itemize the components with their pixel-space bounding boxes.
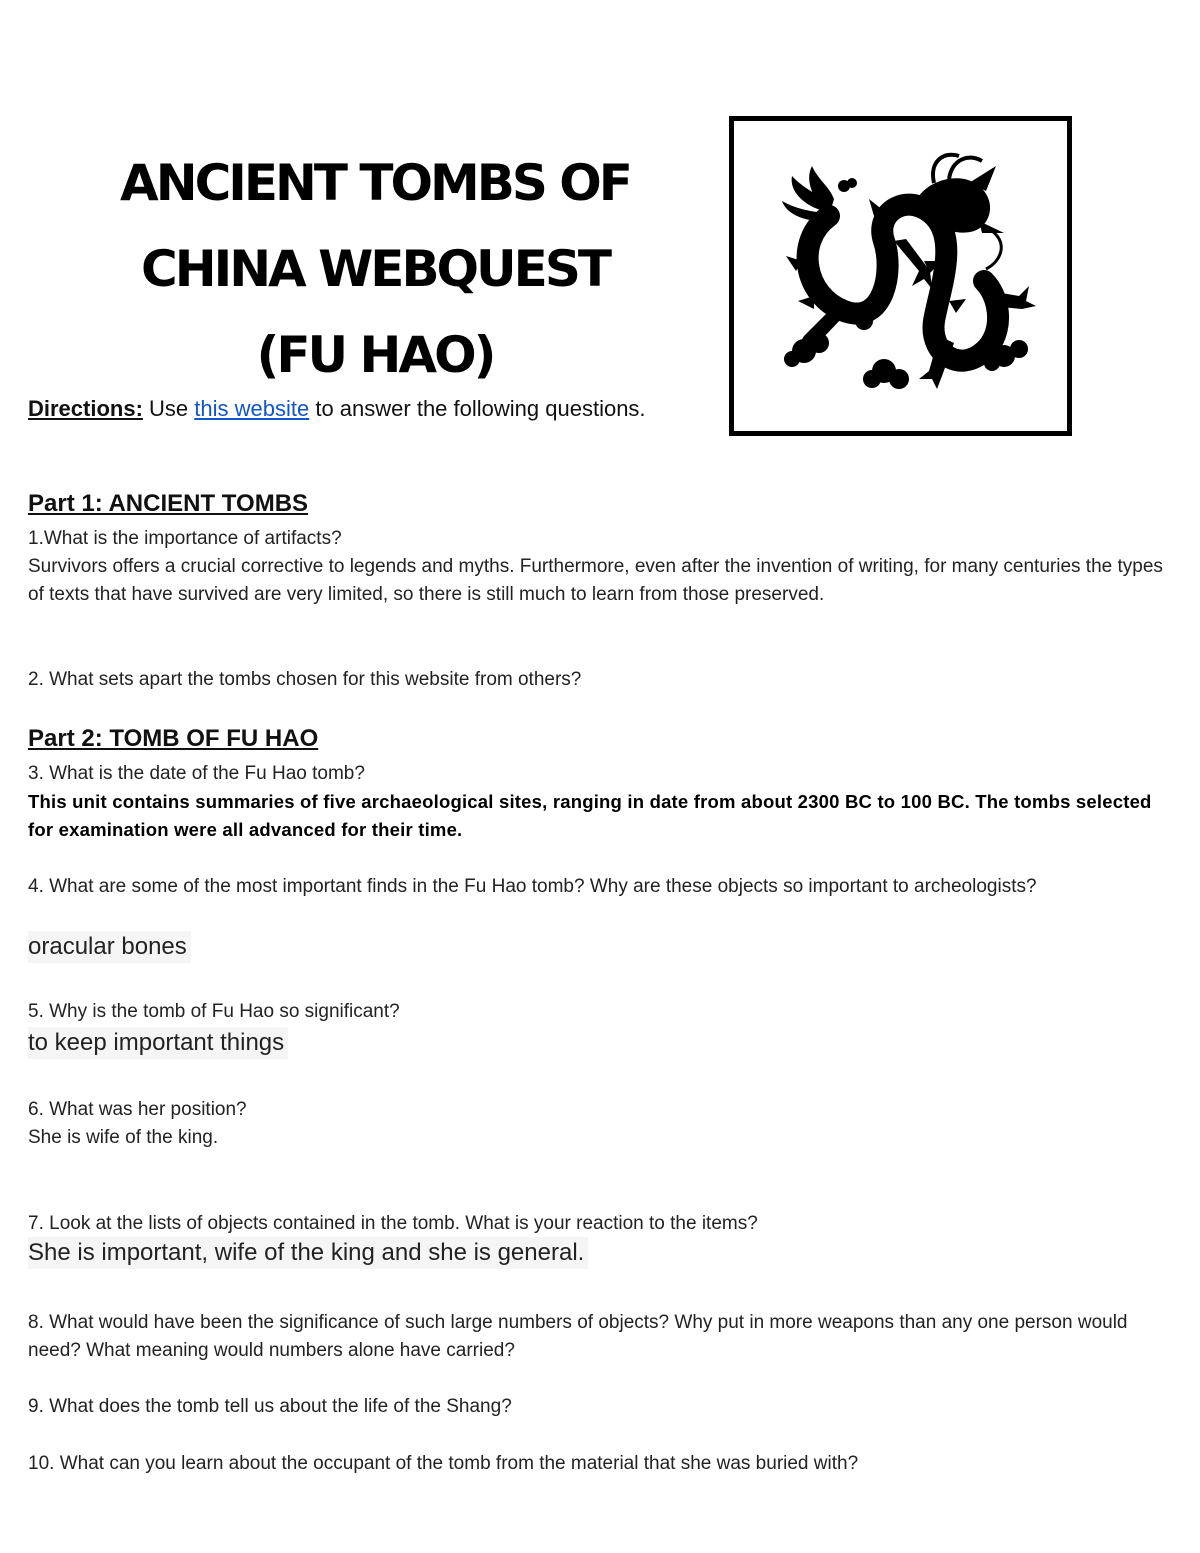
directions (28, 392, 668, 425)
answer-4: oracular bones (28, 931, 191, 963)
question-3: 3. What is the date of the Fu Hao tomb? (28, 763, 365, 784)
question-10: 10. What can you learn about the occupant of the tomb from the material that she was buried with? (28, 1453, 859, 1474)
title-line-1: ANCIENT TOMBS OF (120, 154, 630, 212)
directions-text-before: Use (142, 396, 195, 421)
question-8: 8. What would have been the significance of such large numbers of objects? Why put in more weapons than any one person would need? What meaning would numbers alone have carried? (28, 1312, 1128, 1361)
part-1-heading: Part 1: ANCIENT TOMBS (28, 490, 309, 517)
part-2-heading: Part 2: TOMB OF FU HAO (28, 725, 319, 752)
website-link[interactable]: this website (194, 396, 310, 421)
question-9: 9. What does the tomb tell us about the life of the Shang? (28, 1396, 512, 1417)
directions-text-after: to answer the following questions. (309, 396, 646, 421)
answer-1: Survivors offers a crucial corrective to legends and myths. Furthermore, even after the invention of writing, for many centuries the types of texts that have survived are very limited, so there is still much to learn from those preserved. (28, 556, 1163, 605)
dragon-image-frame (729, 116, 1072, 436)
question-2: 2. What sets apart the tombs chosen for this website from others? (28, 669, 582, 690)
dragon-icon (734, 121, 1067, 431)
question-1: 1.What is the importance of artifacts? (28, 528, 342, 549)
question-4: 4. What are some of the most important finds in the Fu Hao tomb? Why are these objects so important to archeologists? (28, 876, 1037, 897)
answer-7: She is important, wife of the king and she is general. (28, 1237, 588, 1269)
directions-label: Directions: (28, 396, 143, 421)
question-5: 5. Why is the tomb of Fu Hao so significant? (28, 1001, 400, 1022)
answer-5: to keep important things (28, 1027, 288, 1059)
answer-6: She is wife of the king. (28, 1127, 219, 1148)
answer-3: This unit contains summaries of five archaeological sites, ranging in date from about 2300 BC to 100 BC. The tombs selected for examination were all advanced for their time. (28, 791, 1152, 840)
page-title (60, 140, 690, 398)
title-line-3: (FU HAO) (256, 326, 494, 384)
title-line-2: CHINA WEBQUEST (141, 240, 609, 298)
question-6: 6. What was her position? (28, 1099, 247, 1120)
question-7: 7. Look at the lists of objects contained in the tomb. What is your reaction to the items? (28, 1213, 758, 1234)
